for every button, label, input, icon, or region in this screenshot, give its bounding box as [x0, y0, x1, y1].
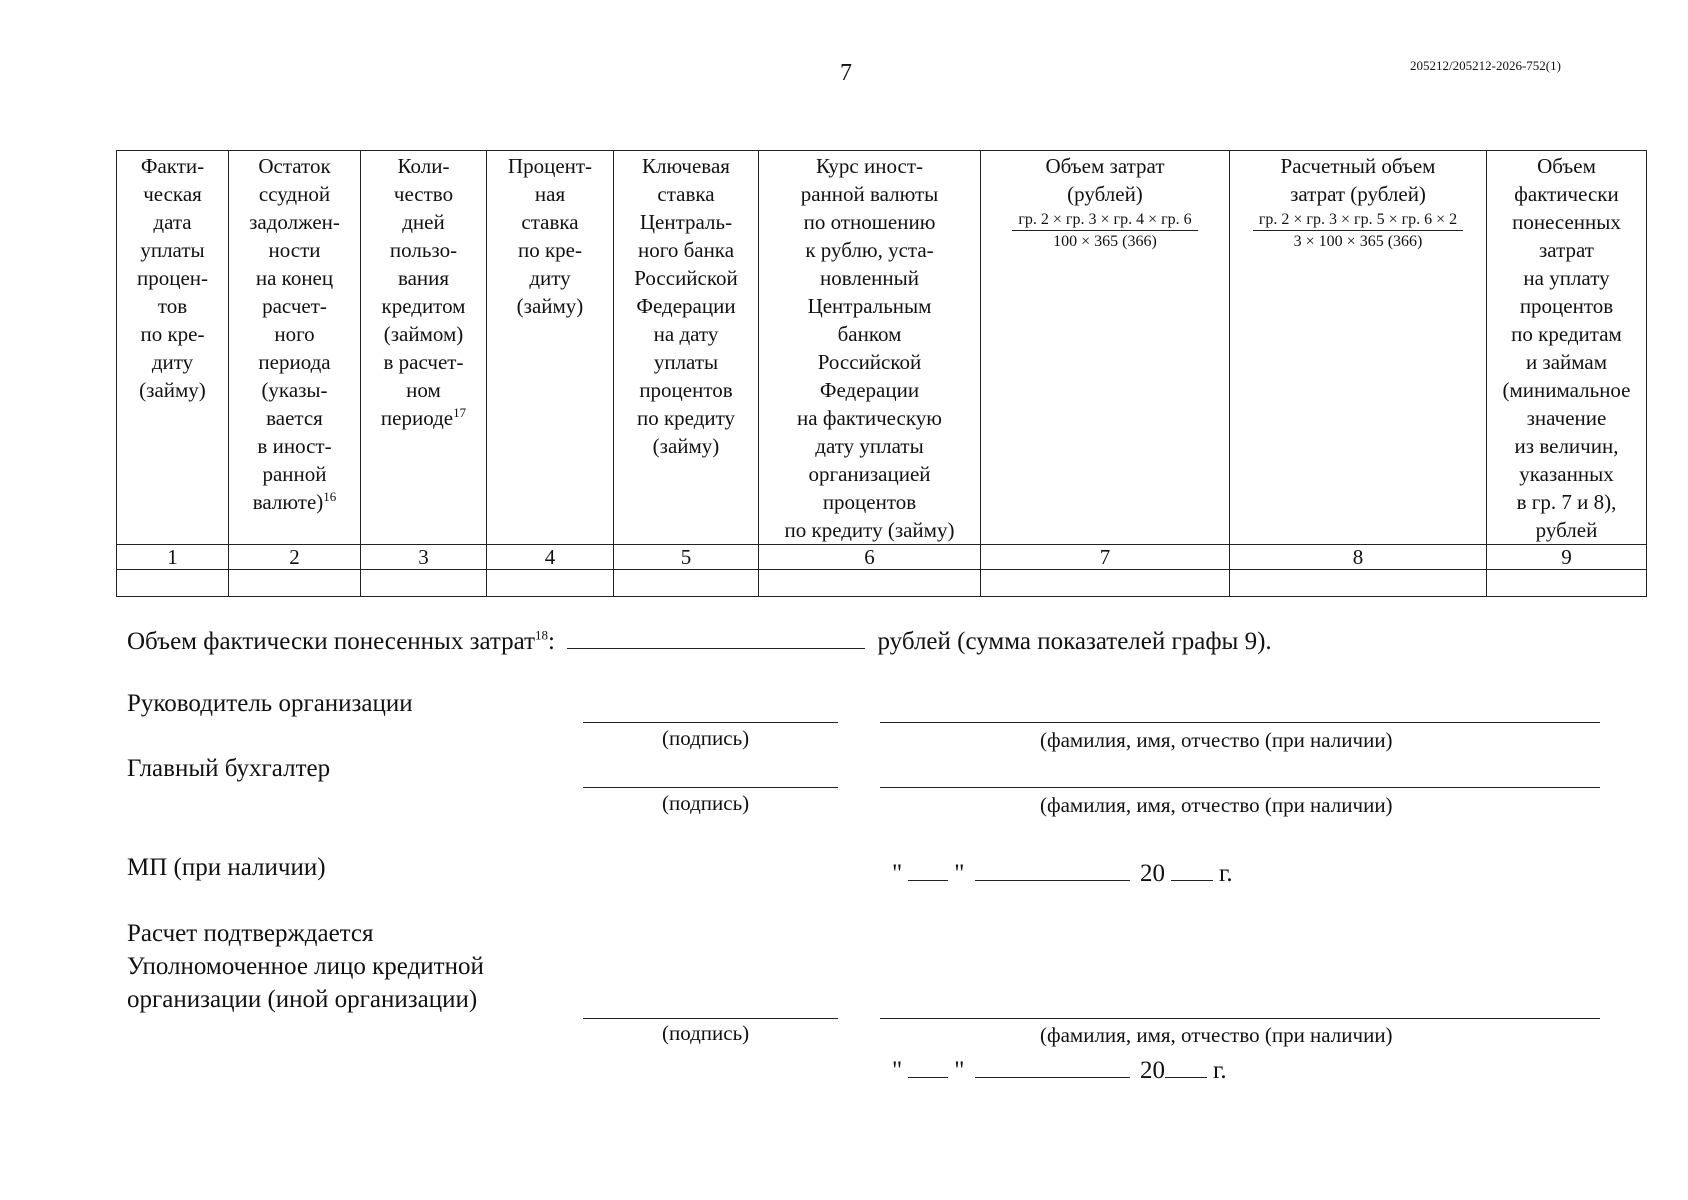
formula-7-denominator: 100 × 365 (366): [1053, 233, 1157, 250]
total-cost-field[interactable]: [567, 626, 865, 649]
date-month-field[interactable]: [975, 1055, 1130, 1078]
column-number: 1: [117, 545, 229, 570]
footnote-17: 17: [453, 405, 467, 420]
column-number: 5: [614, 545, 759, 570]
table-cell[interactable]: [229, 570, 361, 597]
column-number: 2: [229, 545, 361, 570]
name-caption: (фамилия, имя, отчество (при наличии): [1040, 1023, 1393, 1047]
calculation-table: [116, 150, 1647, 597]
table-cell[interactable]: [487, 570, 614, 597]
accountant-signature-line[interactable]: [583, 787, 838, 788]
column-number: 7: [981, 545, 1230, 570]
name-caption: (фамилия, имя, отчество (при наличии): [1040, 728, 1393, 752]
column-header-1: Факти- ческая дата уплаты процен- тов по кре- диту (займу): [117, 151, 229, 545]
formula-8: [1253, 210, 1463, 253]
head-label: Руководитель организации: [127, 690, 413, 717]
date-day-field[interactable]: [908, 1055, 948, 1078]
total-cost-suffix: рублей (сумма показателей графы 9).: [877, 628, 1272, 655]
formula-8-numerator: гр. 2 × гр. 3 × гр. 5 × гр. 6 × 2: [1253, 210, 1463, 231]
date-line-1: " " 20 г.: [892, 860, 1233, 887]
head-signature-line[interactable]: [583, 722, 838, 723]
table-cell[interactable]: [117, 570, 229, 597]
date-month-field[interactable]: [975, 858, 1130, 881]
column-number: 8: [1230, 545, 1487, 570]
page-number: 7: [840, 60, 852, 86]
table-cell[interactable]: [759, 570, 981, 597]
total-cost-line: Объем фактически понесенных затрат$^{18}$: рублей (сумма показателей графы 9).: [127, 627, 1272, 655]
table-cell[interactable]: [361, 570, 487, 597]
column-header-5: Ключевая ставка Централь- ного банка Российской Федерации на дату уплаты процентов по кредиту (займу): [614, 151, 759, 545]
date-line-2: " " 20 г.: [892, 1057, 1227, 1084]
stamp-label: МП (при наличии): [127, 854, 326, 881]
confirm-label-line-1: Расчет подтверждается: [127, 920, 374, 947]
authorized-name-line[interactable]: [880, 1018, 1600, 1019]
date-year-field[interactable]: [1171, 858, 1213, 881]
column-header-8: Расчетный объем затрат (рублей) $\frac{гр. 2 \times гр. 3 \times гр. 5 \times гр. 6 \times 2}{3 \times 100 \times 365 (366)}$: [1230, 151, 1487, 545]
column-number-row: [117, 545, 1647, 570]
signature-caption: (подпись): [662, 1021, 750, 1045]
table-cell[interactable]: [981, 570, 1230, 597]
formula-8-denominator: 3 × 100 × 365 (366): [1293, 233, 1423, 250]
formula-7-numerator: гр. 2 × гр. 3 × гр. 4 × гр. 6: [1012, 210, 1197, 231]
table-cell[interactable]: [1230, 570, 1487, 597]
footnote-16: 16: [323, 489, 337, 504]
signature-caption: (подпись): [662, 726, 750, 750]
column-header-4: Процент- ная ставка по кре- диту (займу): [487, 151, 614, 545]
document-code: 205212/205212-2026-752(1): [1410, 58, 1561, 73]
name-caption: (фамилия, имя, отчество (при наличии): [1040, 793, 1393, 817]
accountant-name-line[interactable]: [880, 787, 1600, 788]
table-cell[interactable]: [614, 570, 759, 597]
signature-caption: (подпись): [662, 791, 750, 815]
confirm-label-line-2: Уполномоченное лицо кредитной: [127, 953, 484, 980]
column-number: 3: [361, 545, 487, 570]
column-header-3: Коли- чество дней пользо- вания кредитом (займом) в расчет- ном периоде$^{17}$: [361, 151, 487, 545]
date-year-field[interactable]: [1165, 1055, 1207, 1078]
footnote-18: 18: [535, 627, 549, 643]
date-day-field[interactable]: [908, 858, 948, 881]
authorized-signature-line[interactable]: [583, 1018, 838, 1019]
column-number: 4: [487, 545, 614, 570]
table-header-row: [117, 151, 1647, 545]
formula-7: [1012, 210, 1197, 253]
confirm-label-line-3: организации (иной организации): [127, 986, 478, 1013]
total-cost-label: Объем фактически понесенных затрат: [127, 628, 536, 655]
column-number: 6: [759, 545, 981, 570]
head-name-line[interactable]: [880, 722, 1600, 723]
column-number: 9: [1487, 545, 1647, 570]
table-cell[interactable]: [1487, 570, 1647, 597]
empty-data-row: [117, 570, 1647, 597]
column-header-6: Курс иност- ранной валюты по отношению к рублю, уста- новленный Центральным банком Российской Федерации на фактическую дату уплаты организацией процентов по кредиту (займу): [759, 151, 981, 545]
column-header-9: Объем фактически понесенных затрат на уплату процентов по кредитам и займам (минимальное значение из величин, указанных в гр. 7 и 8), рублей: [1487, 151, 1647, 545]
column-header-7: Объем затрат (рублей) $\frac{гр. 2 \times гр. 3 \times гр. 4 \times гр. 6}{100 \times 365 (366)}$: [981, 151, 1230, 545]
accountant-label: Главный бухгалтер: [127, 755, 331, 782]
column-header-2: Остаток ссудной задолжен- ности на конец расчет- ного периода (указы- вается в иност- ранной валюте)$^{16}$: [229, 151, 361, 545]
